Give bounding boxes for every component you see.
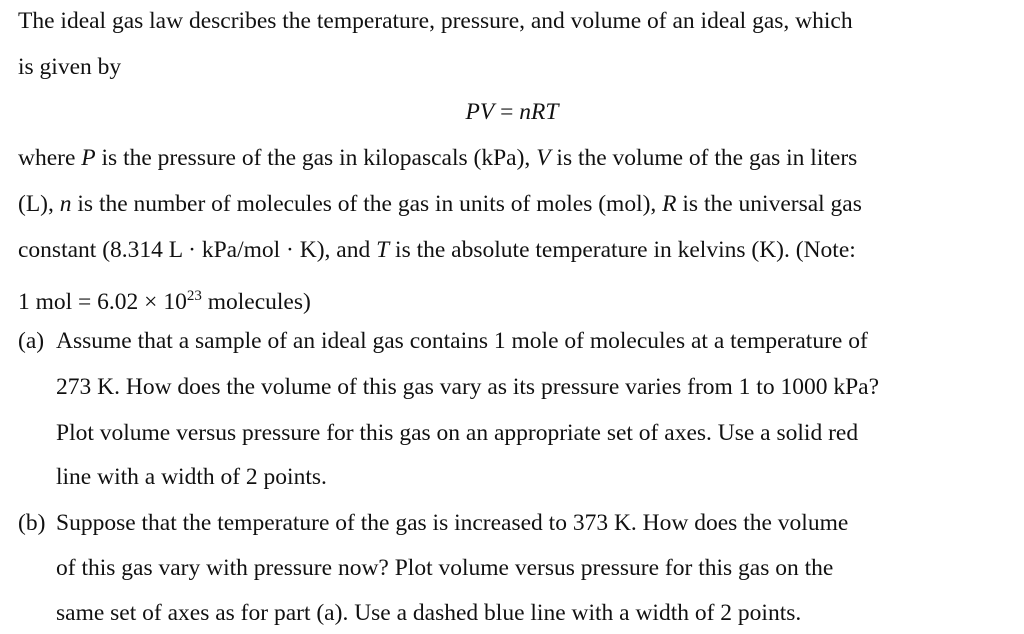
exponent: 23 <box>186 288 202 304</box>
def1-c: is the volume of the gas in liters <box>550 145 858 171</box>
def1-a: where <box>18 145 82 171</box>
def1-b: is the pressure of the gas in kilopascals (kPa), <box>95 145 537 171</box>
part-a-line-1 <box>56 326 868 356</box>
var-P: P <box>81 145 96 171</box>
ideal-gas-equation <box>0 97 1024 127</box>
part-a-label: (a) <box>18 328 45 354</box>
part-b-line-1 <box>56 508 848 538</box>
definitions-line-1 <box>18 143 857 173</box>
part-a-line-3-text: Plot volume versus pressure for this gas on an appropriate set of axes. Use a solid red <box>56 420 859 446</box>
equation-right: nRT <box>519 99 559 125</box>
part-a-line-2-text: 273 K. How does the volume of this gas vary as its pressure varies from 1 to 1000 kPa? <box>56 374 880 400</box>
part-b-line-3 <box>56 598 801 628</box>
definitions-line-2 <box>18 189 862 219</box>
part-a-line-4-text: line with a width of 2 points. <box>56 464 327 490</box>
def4-a: 1 mol = 6.02 × 10 <box>18 289 187 315</box>
def2-b: is the number of molecules of the gas in units of moles (mol), <box>71 191 663 217</box>
intro-line-1 <box>18 6 853 36</box>
def3-b: is the absolute temperature in kelvins (K). (Note: <box>389 237 856 263</box>
part-a-line-3 <box>56 418 858 448</box>
equation-equals: = <box>500 99 514 125</box>
part-a-line-4 <box>56 462 327 492</box>
def2-c: is the universal gas <box>676 191 862 217</box>
part-b-label: (b) <box>18 510 46 536</box>
definitions-line-3 <box>18 235 856 265</box>
part-b-line-1-text: Suppose that the temperature of the gas is increased to 373 K. How does the volume <box>56 510 849 536</box>
part-b-line-2 <box>56 553 833 583</box>
var-V: V <box>536 145 551 171</box>
var-T: T <box>376 237 390 263</box>
intro-line-1-text: The ideal gas law describes the temperature, pressure, and volume of an ideal gas, which <box>18 8 853 34</box>
part-b-line-2-text: of this gas vary with pressure now? Plot volume versus pressure for this gas on the <box>56 555 834 581</box>
intro-line-2 <box>18 52 121 82</box>
equation-left: PV <box>465 99 495 125</box>
def3-a: constant (8.314 L · kPa/mol · K), and <box>18 237 377 263</box>
def4-b: molecules) <box>201 289 311 315</box>
part-a-line-1-text: Assume that a sample of an ideal gas contains 1 mole of molecules at a temperature of <box>56 328 868 354</box>
var-R: R <box>662 191 677 217</box>
part-a-line-2 <box>56 372 879 402</box>
var-n: n <box>59 191 72 217</box>
intro-line-2-text: is given by <box>18 54 122 80</box>
part-b-line-3-text: same set of axes as for part (a). Use a dashed blue line with a width of 2 points. <box>56 600 802 626</box>
definitions-line-4 <box>18 281 311 317</box>
def2-a: (L), <box>18 191 60 217</box>
